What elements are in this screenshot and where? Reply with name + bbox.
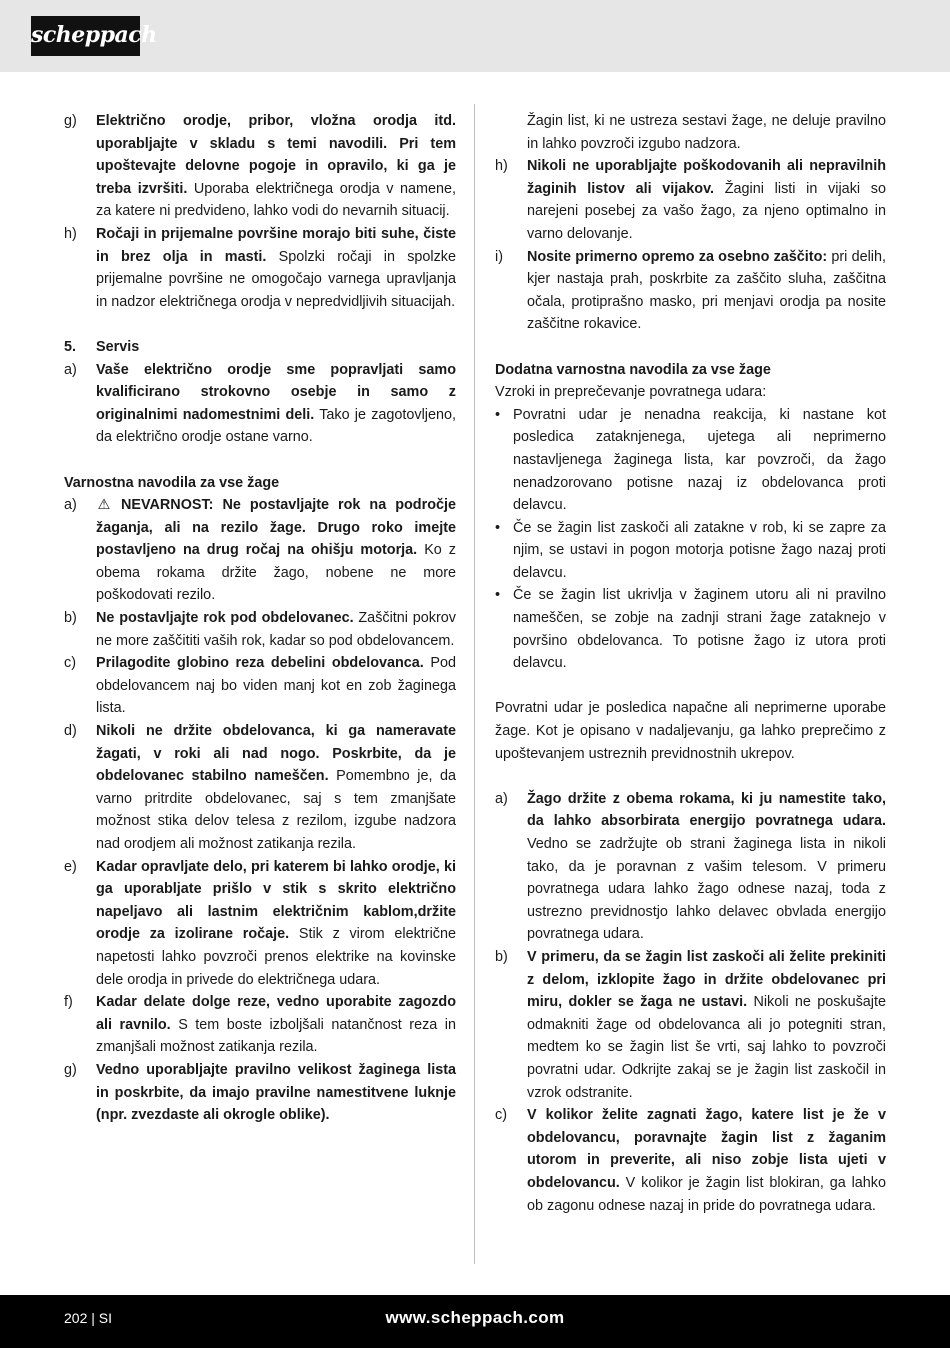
bullet-item: • Če se žagin list zaskoči ali zatakne v rob, ki se zapre za njim, se ustavi in pogon motorja potisne žago nazaj proti delavcu. — [495, 519, 886, 581]
bullet-item: • Povratni udar je nenadna reakcija, ki nastane kot posledica zataknjenega, ujetega ali neprimerno nastavljenega žaginega lista, kar povzroči, da žago nenadzorovano potisne nazaj iz obdelovanca proti delavcu. — [495, 406, 886, 514]
website-link[interactable]: www.scheppach.com — [385, 1308, 565, 1327]
list-item: g) Vedno uporabljajte pravilno velikost žaginega lista in poskrbite, da imajo pravilne namestitvene luknje (npr. zvezdaste ali okrogle oblike). — [64, 1061, 456, 1124]
list-item: c) V kolikor želite zagnati žago, katere list je že v obdelovancu, poravnajte žagin list z žaganim utorom in preverite, ali niso zobje lista ujeti v obdelovancu. V kolikor je žagin list blokiran, ga lahko ob zagonu odnese nazaj in pride do povratnega udara. — [495, 1107, 886, 1214]
list-item: g) Električno orodje, pribor, vložna orodja itd. uporabljajte v skladu s temi navodili. Pri tem upoštevajte delovne pogoje in opravilo, ki ga je treba izvršiti. Uporaba električnega orodja v namene, za katere ni predvideno, lahko vodi do nevarnih situacij. — [64, 113, 456, 220]
extra-safety-heading: Dodatna varnostna navodila za vse žage — [495, 361, 771, 378]
list-item: f) Kadar delate dolge reze, vedno uporabite zagozdo ali ravnilo. S tem boste izboljšali natančnost reza in zmanjšali možnost zatikanja rezila. — [64, 994, 456, 1056]
saw-safety-heading: Varnostna navodila za vse žage — [64, 474, 280, 491]
right-column — [495, 110, 886, 1217]
list-item: e) Kadar opravljate delo, pri katerem bi lahko orodje, ki ga uporabljate prišlo v stik s skrito električno napeljavo ali lastnim električnim kablom,držite orodje za izolirane ročaje. Stik z virom električne napetosti lahko povzroči prenos elektrike na kovinske dele orodja in privede do električnega udara. — [64, 858, 456, 988]
left-column — [64, 110, 456, 1127]
list-item: b) Ne postavljajte rok pod obdelovanec. Zaščitni pokrov ne more zaščititi vaših rok, kadar so pod obdelovancem. — [64, 610, 456, 649]
page-number: 202 | SI — [64, 1310, 113, 1326]
list-item: a) ⚠ NEVARNOST: Ne postavljajte rok na področje žaganja, ali na rezilo žage. Drugo roko imejte postavljeno na drug ročaj na ohišju motorja. Ko z obema rokama držite žago, nobene ne more poškodovati rezilo. — [64, 494, 456, 607]
list-item: i) Nosite primerno opremo za osebno zaščito: pri delih, kjer nastaja prah, poskrbite za zaščito sluha, zaščitna očala, protiprašno masko, pri menjavi orodja pa nosite zaščitne rokavice. — [495, 248, 886, 333]
list-item: b) V primeru, da se žagin list zaskoči ali želite prekiniti z delom, izklopite žago in držite obdelovanec pri miru, dokler se žaga ne ustavi. Nikoli ne poskušajte odmakniti žage od obdelovanca ali jo potegniti stran, medtem ko se žagin list še vrti, saj lahko to povzroči povratni udar. Odkrijte zakaj se je žagin list zaskočil in vzrok odstranite. — [495, 948, 887, 1101]
page-footer — [0, 1295, 950, 1348]
column-divider — [474, 104, 475, 1264]
bullet-item: • Če se žagin list ukrivlja v žaginem utoru ali ni pravilno nameščen, se zobje na zadnji strani žage zataknejo v površino obdelovanca. To potisne žago iz utora proti delavcu. — [495, 587, 886, 672]
section-heading: 5. Servis — [64, 338, 140, 355]
list-item: h) Ročaji in prijemalne površine morajo biti suhe, čiste in brez olja in masti. Spolzki ročaji in spolzke prijemalne površine ne omogočajo varnega upravljanja in nadzor električnega orodja v nepredvidljivih situacijah. — [64, 225, 456, 310]
list-item: c) Prilagodite globino reza debelini obdelovanca. Pod obdelovancem naj bo viden manj kot en zob žaginega lista. — [64, 655, 456, 717]
list-item: a) Žago držite z obema rokama, ki ju namestite tako, da lahko absorbirata energijo povratnega udara. Vedno se zadržujte ob strani žaginega lista in nikoli tako, da je poravnan z vašim telesom. V primeru povratnega udara lahko žago odnese nazaj, toda z ustrezno previdnostjo lahko delavec obvlada energijo povratnega udara. — [495, 790, 886, 943]
warning-triangle-icon: ⚠ — [97, 497, 111, 514]
page-header — [0, 0, 950, 72]
continued-text: Žagin list, ki ne ustreza sestavi žage, ne deluje pravilno in lahko povzroči izgubo nadzora. — [527, 113, 886, 152]
list-item: a) Vaše električno orodje sme popravljati samo kvalificirano strokovno osebje in samo z originalnimi nadomestnimi deli. Tako je zagotovljeno, da električno orodje ostane varno. — [64, 361, 456, 446]
kickback-paragraph: Povratni udar je posledica napačne ali neprimerne uporabe žage. Kot je opisano v nadaljevanju, ga lahko preprečimo z upoštevanjem ustreznih previdnostnih ukrepov. — [495, 700, 886, 762]
list-item: h) Nikoli ne uporabljajte poškodovanih ali nepravilnih žaginih listov ali vijakov. Žagini listi in vijaki so narejeni posebej za vašo žago, za njeno optimalno in varno delovanje. — [495, 158, 886, 242]
list-item: d) Nikoli ne držite obdelovanca, ki ga nameravate žagati, v roki ali nad nogo. Poskrbite, da je obdelovanec stabilno nameščen. Pomembno je, da varno pritrdite obdelovanec, saj s tem zmanjšate možnost stika delov telesa z rezilom, izgube nadzora nad orodjem ali možnost zatikanja rezila. — [64, 723, 456, 852]
kickback-subheading: Vzroki in preprečevanje povratnega udara: — [495, 384, 767, 401]
scheppach-logo: scheppach — [31, 16, 140, 56]
